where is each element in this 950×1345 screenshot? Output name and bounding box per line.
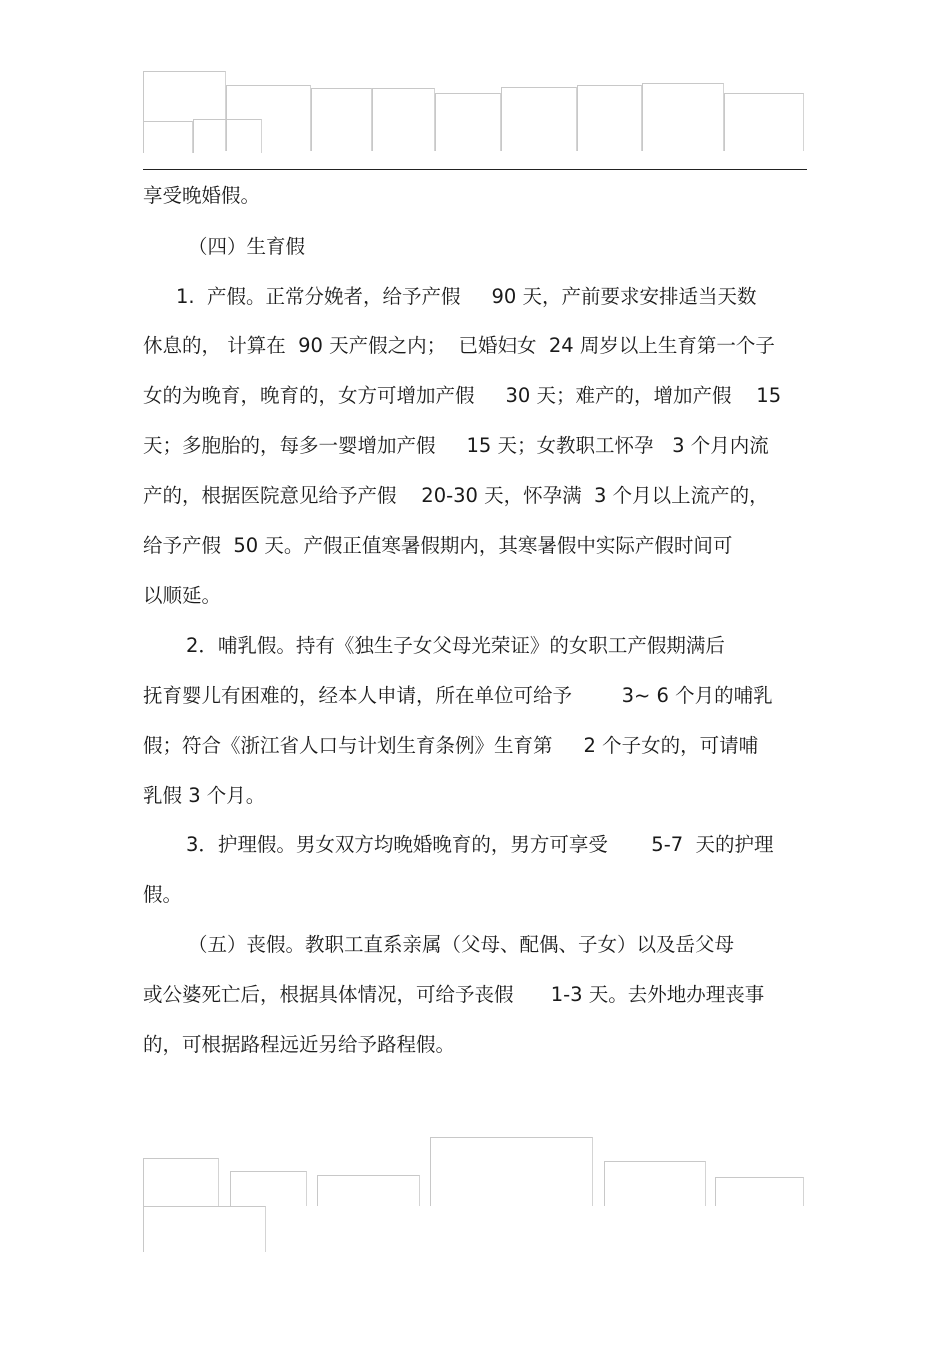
header-decoration — [143, 121, 193, 153]
text-line: 抚育婴儿有困难的，经本人申请，所在单位可给予 3~ 6 个月的哺乳 — [143, 684, 773, 707]
text-line: 产的，根据医院意见给予产假 20-30 天，怀孕满 3 个月以上流产的， — [143, 484, 769, 507]
text-line: 2．哺乳假。持有《独生子女父母光荣证》的女职工产假期满后 — [186, 634, 725, 657]
text-line: 3．护理假。男女双方均晚婚晚育的，男方可享受 5-7 天的护理 — [186, 833, 774, 856]
header-decoration — [435, 93, 501, 151]
header-decoration — [642, 83, 724, 151]
text-line: 休息的， 计算在 90 天产假之内； 已婚妇女 24 周岁以上生育第一个子 — [143, 334, 775, 357]
text-line: 乳假 3 个月。 — [143, 784, 266, 807]
header-decoration — [724, 93, 804, 151]
footer-decoration — [143, 1206, 266, 1252]
text-line: 或公婆死亡后，根据具体情况，可给予丧假 1-3 天。去外地办理丧事 — [143, 983, 765, 1006]
text-line: 享受晚婚假。 — [143, 184, 261, 207]
text-line: 1. 产假。正常分娩者，给予产假 90 天，产前要求安排适当天数 — [176, 285, 757, 308]
text-line: 女的为晚育，晚育的，女方可增加产假 30 天；难产的，增加产假 15 — [143, 384, 782, 407]
footer-decoration — [604, 1161, 706, 1206]
text-line: 天；多胞胎的，每多一婴增加产假 15 天；女教职工怀孕 3 个月内流 — [143, 434, 769, 457]
section-heading: （四）生育假 — [188, 235, 306, 258]
text-line: 假；符合《浙江省人口与计划生育条例》生育第 2 个子女的，可请哺 — [143, 734, 759, 757]
header-decoration — [577, 85, 642, 151]
header-decoration — [193, 119, 262, 153]
text-line: 假。 — [143, 883, 183, 906]
text-line: 以顺延。 — [143, 584, 222, 607]
section-heading: （五）丧假。教职工直系亲属（父母、配偶、子女）以及岳父母 — [188, 933, 735, 956]
footer-decoration — [430, 1137, 593, 1206]
text-line: 的，可根据路程远近另给予路程假。 — [143, 1033, 456, 1056]
header-decoration — [501, 87, 577, 151]
header-decoration — [311, 88, 372, 151]
header-decoration — [372, 88, 435, 151]
footer-decoration — [230, 1171, 307, 1206]
footer-decoration — [715, 1177, 804, 1206]
header-rule — [143, 169, 807, 170]
footer-decoration — [317, 1175, 420, 1206]
text-line: 给予产假 50 天。产假正值寒暑假期内，其寒暑假中实际产假时间可 — [143, 534, 733, 557]
footer-decoration — [143, 1158, 219, 1206]
